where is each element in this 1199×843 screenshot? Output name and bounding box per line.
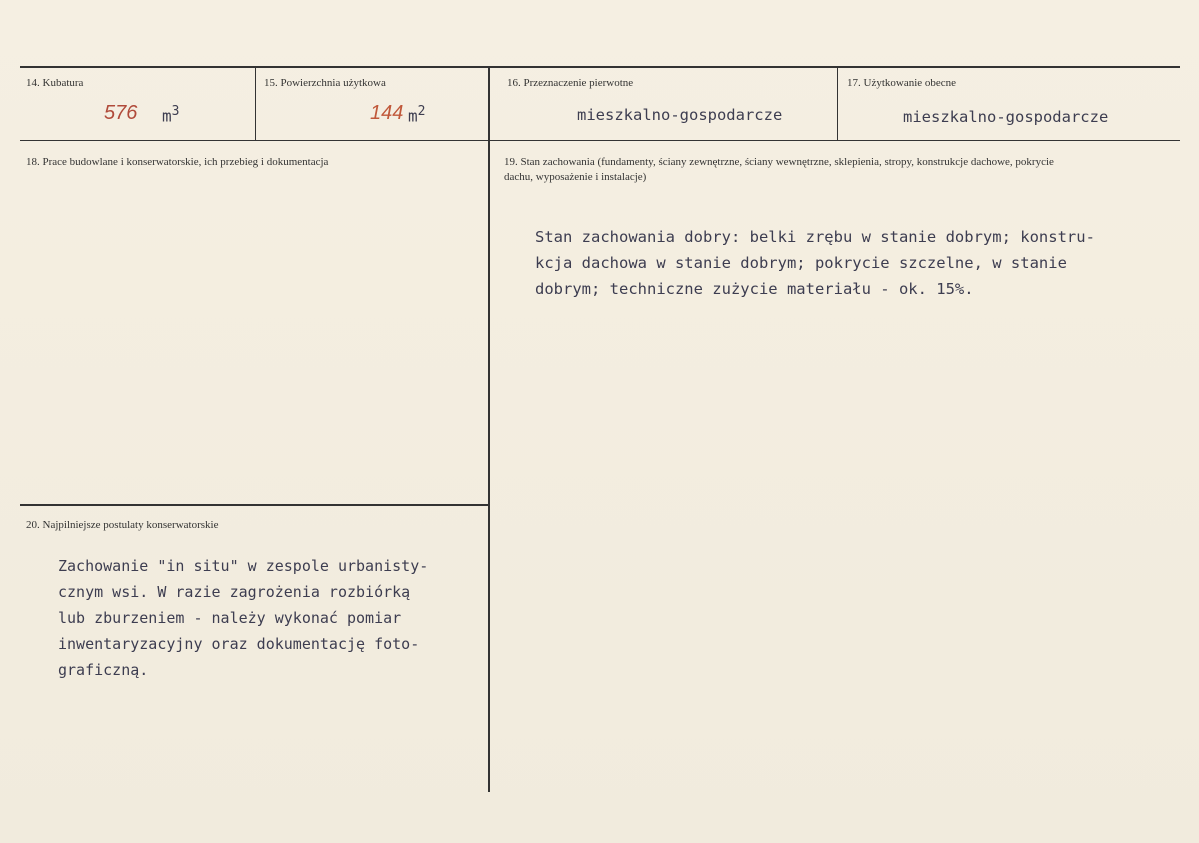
- field-20-line-3: lub zburzeniem - należy wykonać pomiar: [58, 609, 402, 627]
- field-14-handwritten-value: 576: [104, 102, 138, 124]
- top-rule: [20, 66, 1180, 68]
- field-17-value: mieszkalno-gospodarcze: [903, 108, 1109, 126]
- field-20-line-5: graficzną.: [58, 661, 149, 679]
- field-17-label: 17. Użytkowanie obecne: [847, 77, 957, 89]
- row1-bottom-rule: [20, 140, 1180, 141]
- field-19-text: [535, 224, 1095, 302]
- field-14-label: 14. Kubatura: [26, 77, 84, 89]
- field-19-line-3: dobrym; techniczne zużycie materiału - ok. 15%.: [535, 280, 974, 298]
- field-20-label: 20. Najpilniejsze postulaty konserwatorskie: [26, 519, 219, 531]
- col-divider-main: [488, 66, 490, 792]
- col-divider-14-15: [255, 66, 256, 141]
- field-20-text: [58, 553, 428, 683]
- field-18-label: 18. Prace budowlane i konserwatorskie, ich przebieg i dokumentacja: [26, 156, 329, 168]
- field-19-label: 19. Stan zachowania (fundamenty, ściany zewnętrzne, ściany wewnętrzne, sklepienia, stropy, konstrukcje dachowe, pokrycie dachu, wyposażenie i instalacje): [504, 156, 1054, 183]
- field-19-line-2: kcja dachowa w stanie dobrym; pokrycie szczelne, w stanie: [535, 254, 1067, 272]
- field-16-label: 16. Przeznaczenie pierwotne: [507, 77, 634, 89]
- field-14-unit: $m^3$: [162, 104, 180, 126]
- field-16-value: mieszkalno-gospodarcze: [577, 106, 783, 124]
- field-15-handwritten-value: 144: [370, 102, 404, 124]
- field-20-line-4: inwentaryzacyjny oraz dokumentację foto-: [58, 635, 420, 653]
- field-15-unit: $m^2$: [408, 104, 426, 126]
- field-20-line-2: cznym wsi. W razie zagrożenia rozbiórką: [58, 583, 411, 601]
- section-18-20-rule: [20, 504, 488, 506]
- field-19-line-1: Stan zachowania dobry: belki zrębu w stanie dobrym; konstru-: [535, 228, 1095, 246]
- field-15-label: 15. Powierzchnia użytkowa: [264, 77, 386, 89]
- field-20-line-1: Zachowanie "in situ" w zespole urbanisty-: [58, 557, 429, 575]
- col-divider-16-17: [837, 66, 838, 141]
